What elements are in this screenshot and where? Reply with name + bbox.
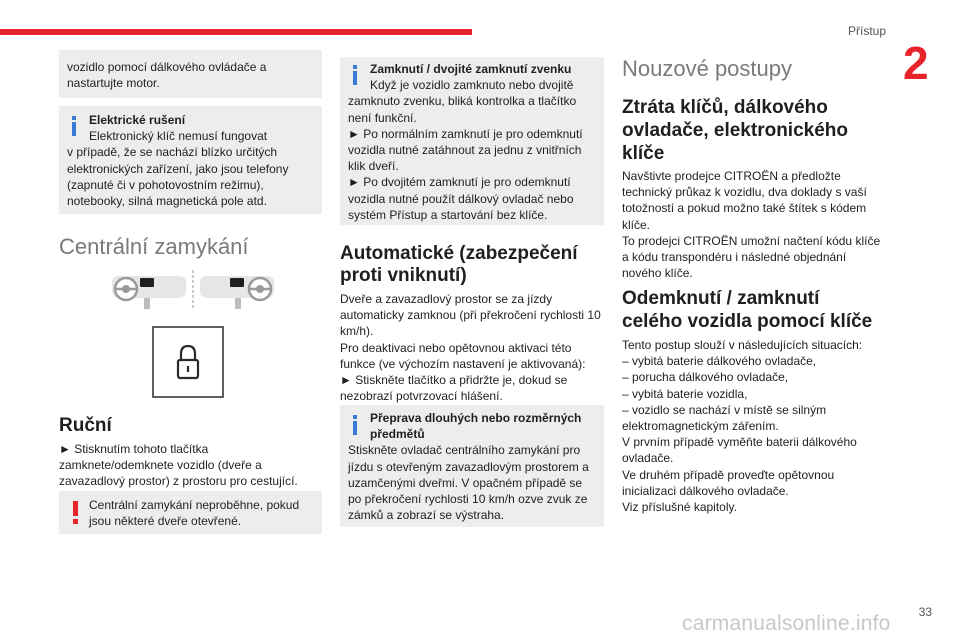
long-objects-text: Stiskněte ovladač centrálního zamykání pro jízdu s otevřeným zavazadlovým prostorem a uzamčenými dveřmi. V opačném případě se po překročení rychlosti 10 km/h ozve zvuk ze zámků a zobrazí se výstraha. [348,443,589,523]
exterior-lock-text-first: Když je vozidlo zamknuto nebo dvojitě [370,78,574,93]
interference-note-box [59,106,322,214]
info-icon [350,65,360,85]
long-objects-title-line2: předmětů [370,427,425,442]
interference-text-first: Elektronický klíč nemusí fungovat [89,129,268,144]
warning-text: Centrální zamykání neproběhne, pokud jsou některé dveře otevřené. [89,498,300,529]
automatic-heading-line2: proti vniknutí) [340,265,467,286]
left-hand-drive-figure [112,276,186,309]
warning-box [59,491,322,534]
lost-keys-heading-line3: klíče [622,143,665,164]
lost-keys-heading-line1: Ztráta klíčů, dálkového [622,97,828,118]
dashboard-illustration [108,268,278,312]
watermark: carmanualsonline.info [682,612,891,635]
automatic-heading-line1: Automatické (zabezpečení [340,243,578,264]
long-objects-title-line1: Přeprava dlouhých nebo rozměrných [370,411,582,425]
header-accent-bar [0,29,472,35]
key-unlock-heading-line2: celého vozidla pomocí klíče [622,311,873,332]
chapter-number: 2 [903,37,929,89]
continued-note-text: vozidlo pomocí dálkového ovládače a nastartujte motor. [67,60,267,91]
lost-keys-heading-line2: ovladače, elektronického [622,120,848,141]
automatic-text: Dveře a zavazadlový prostor se za jízdy automaticky zamknou (při překročení rychlosti 10 km/h). Pro deaktivaci nebo opětovnou aktivaci této funkce (ve výchozím nastavení je aktivovaná): ► Stiskněte tlačítko a přidržte je, dokud se nezobrazí potvrzovací hlášení. [340,292,601,404]
interference-title: Elektrické rušení [89,113,186,127]
section-title: Přístup [847,24,886,38]
manual-text: ► Stisknutím tohoto tlačítka zamknete/odemknete vozidlo (dveře a zavazadlový prostor) z prostoru pro cestující. [59,442,298,489]
exterior-lock-note-box [340,57,604,225]
info-icon [350,415,360,435]
central-locking-heading: Centrální zamykání [59,234,249,259]
warning-icon [70,501,80,523]
key-unlock-text: Tento postup slouží v následujících situacích: – vybitá baterie dálkového ovladače, – porucha dálkového ovladače, – vybitá baterie vozidla, – vozidlo se nachází v místě se silným elektromagnetickým zářením. V prvním případě vyměňte baterii dálkového ovladače. Ve druhém případě proveďte opětovnou inicializaci dálkového ovladače. Viz příslušné kapitoly. [622,338,863,515]
emergency-heading: Nouzové postupy [622,56,792,81]
exterior-lock-text: zamknuto zvenku, bliká kontrolka a tlačítko není funkční. ► Po normálním zamknutí je pro odemknutí vozidla nutné zatáhnout za jednu z vnitřních klik dveří. ► Po dvojitém zamknutí je pro odemknutí vozidla nutné použít dálkový ovladač nebo systém Přístup a startování bez klíče. [348,94,583,222]
lost-keys-text: Navštivte prodejce CITROËN a předložte technický průkaz k vozidlu, dva doklady s vaší totožností a pokud možno také štítek s kódem klíče. To prodejci CITROËN umožní načtení kódu klíče a kódu transpondéru i následné objednání nového klíče. [622,169,881,281]
exterior-lock-title: Zamknutí / dvojité zamknutí zvenku [370,62,572,76]
right-hand-drive-figure [200,276,274,309]
page-number: 33 [918,605,932,619]
lock-button-illustration [152,326,224,398]
manual-heading: Ruční [59,415,112,436]
info-icon [69,116,79,136]
interference-text: v případě, že se nachází blízko určitých elektronických zařízení, jako jsou telefony (zapnuté či v pohotovostním režimu), notebooky, silná magnetická pole atd. [67,145,289,209]
long-objects-note-box [340,405,604,527]
continued-note-box [59,50,322,98]
key-unlock-heading-line1: Odemknutí / zamknutí [622,288,820,309]
